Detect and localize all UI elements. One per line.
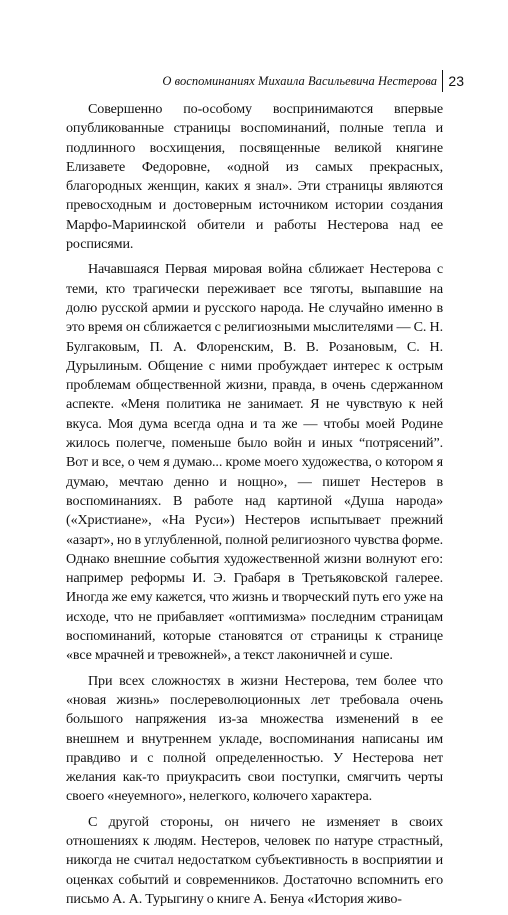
paragraph: При всех сложностях в жизни Нестерова, тем более что «новая жизнь» послереволюционных лет требовала очень большого напряжения из-за множества изменений в ее внешнем и внутреннем укладе, воспоминания написаны им правдиво и с полной определенностью. У Нестерова нет желания как-то приукрасить свои поступки, смягчить черты своего «неуемного», нелегкого, колючего характера. <box>66 672 443 805</box>
running-head <box>162 70 464 92</box>
paragraph: С другой стороны, он ничего не изменяет в своих отношениях к людям. Нестеров, человек по натуре страстный, никогда не считал недостатком субъективность в восприятии и оценках событий и современников. Достаточно вспомнить его письмо А. А. Турыгину о книге А. Бенуа «История живо- <box>66 813 443 907</box>
page-number: 23 <box>448 73 464 89</box>
paragraph: Совершенно по-особому воспринимаются впервые опубликованные страницы воспоминаний, полные тепла и подлинного восхищения, посвященные великой княгине Елизавете Федоровне, «одной из самых прекрасных, благородных женщин, каких я знал». Эти страницы являются превосходным и достоверным источником истории создания Марфо-Мариинской обители и работы Нестерова над ее росписями. <box>66 101 443 253</box>
running-title: О воспоминаниях Михаила Васильевича Нестерова <box>162 73 438 88</box>
paragraph: Начавшаяся Первая мировая война сближает Нестерова с теми, кто трагически переживает все тяготы, выпавшие на долю русской армии и русского народа. Не случайно именно в это время он сближается с религиозными мыслителями — С. Н. Булгаковым, П. А. Флоренским, В. В. Розановым, С. Н. Дурылиным. Общение с ними пробуждает интерес к острым проблемам общественной жизни, правда, в очень сдержанном аспекте. «Меня политика не занимает. Я не чувствую к ней вкуса. Моя дума всегда одна и та же — чтобы моей Родине жилось полегче, поменьше было войн и иных “потрясений”. Вот и все, о чем я думаю... кроме моего художества, о котором я думаю, мечтаю денно и нощно», — пишет Нестеров в воспоминаниях. В работе над картиной «Душа народа» («Христиане», «На Руси») Нестеров испытывает прежний «азарт», но в углубленной, полной религиозного чувства форме. Однако внешние события художественной жизни волнуют его: например реформы И. Э. Грабаря в Третьяковской галерее. Иногда же ему кажется, что жизнь и творческий путь его уже на исходе, что не прибавляет «оптимизма» последним страницам воспоминаний, которые становятся от страницы к странице «все мрачней и тревожней», а текст лаконичней и суше. <box>66 261 443 664</box>
body-text <box>66 100 443 915</box>
